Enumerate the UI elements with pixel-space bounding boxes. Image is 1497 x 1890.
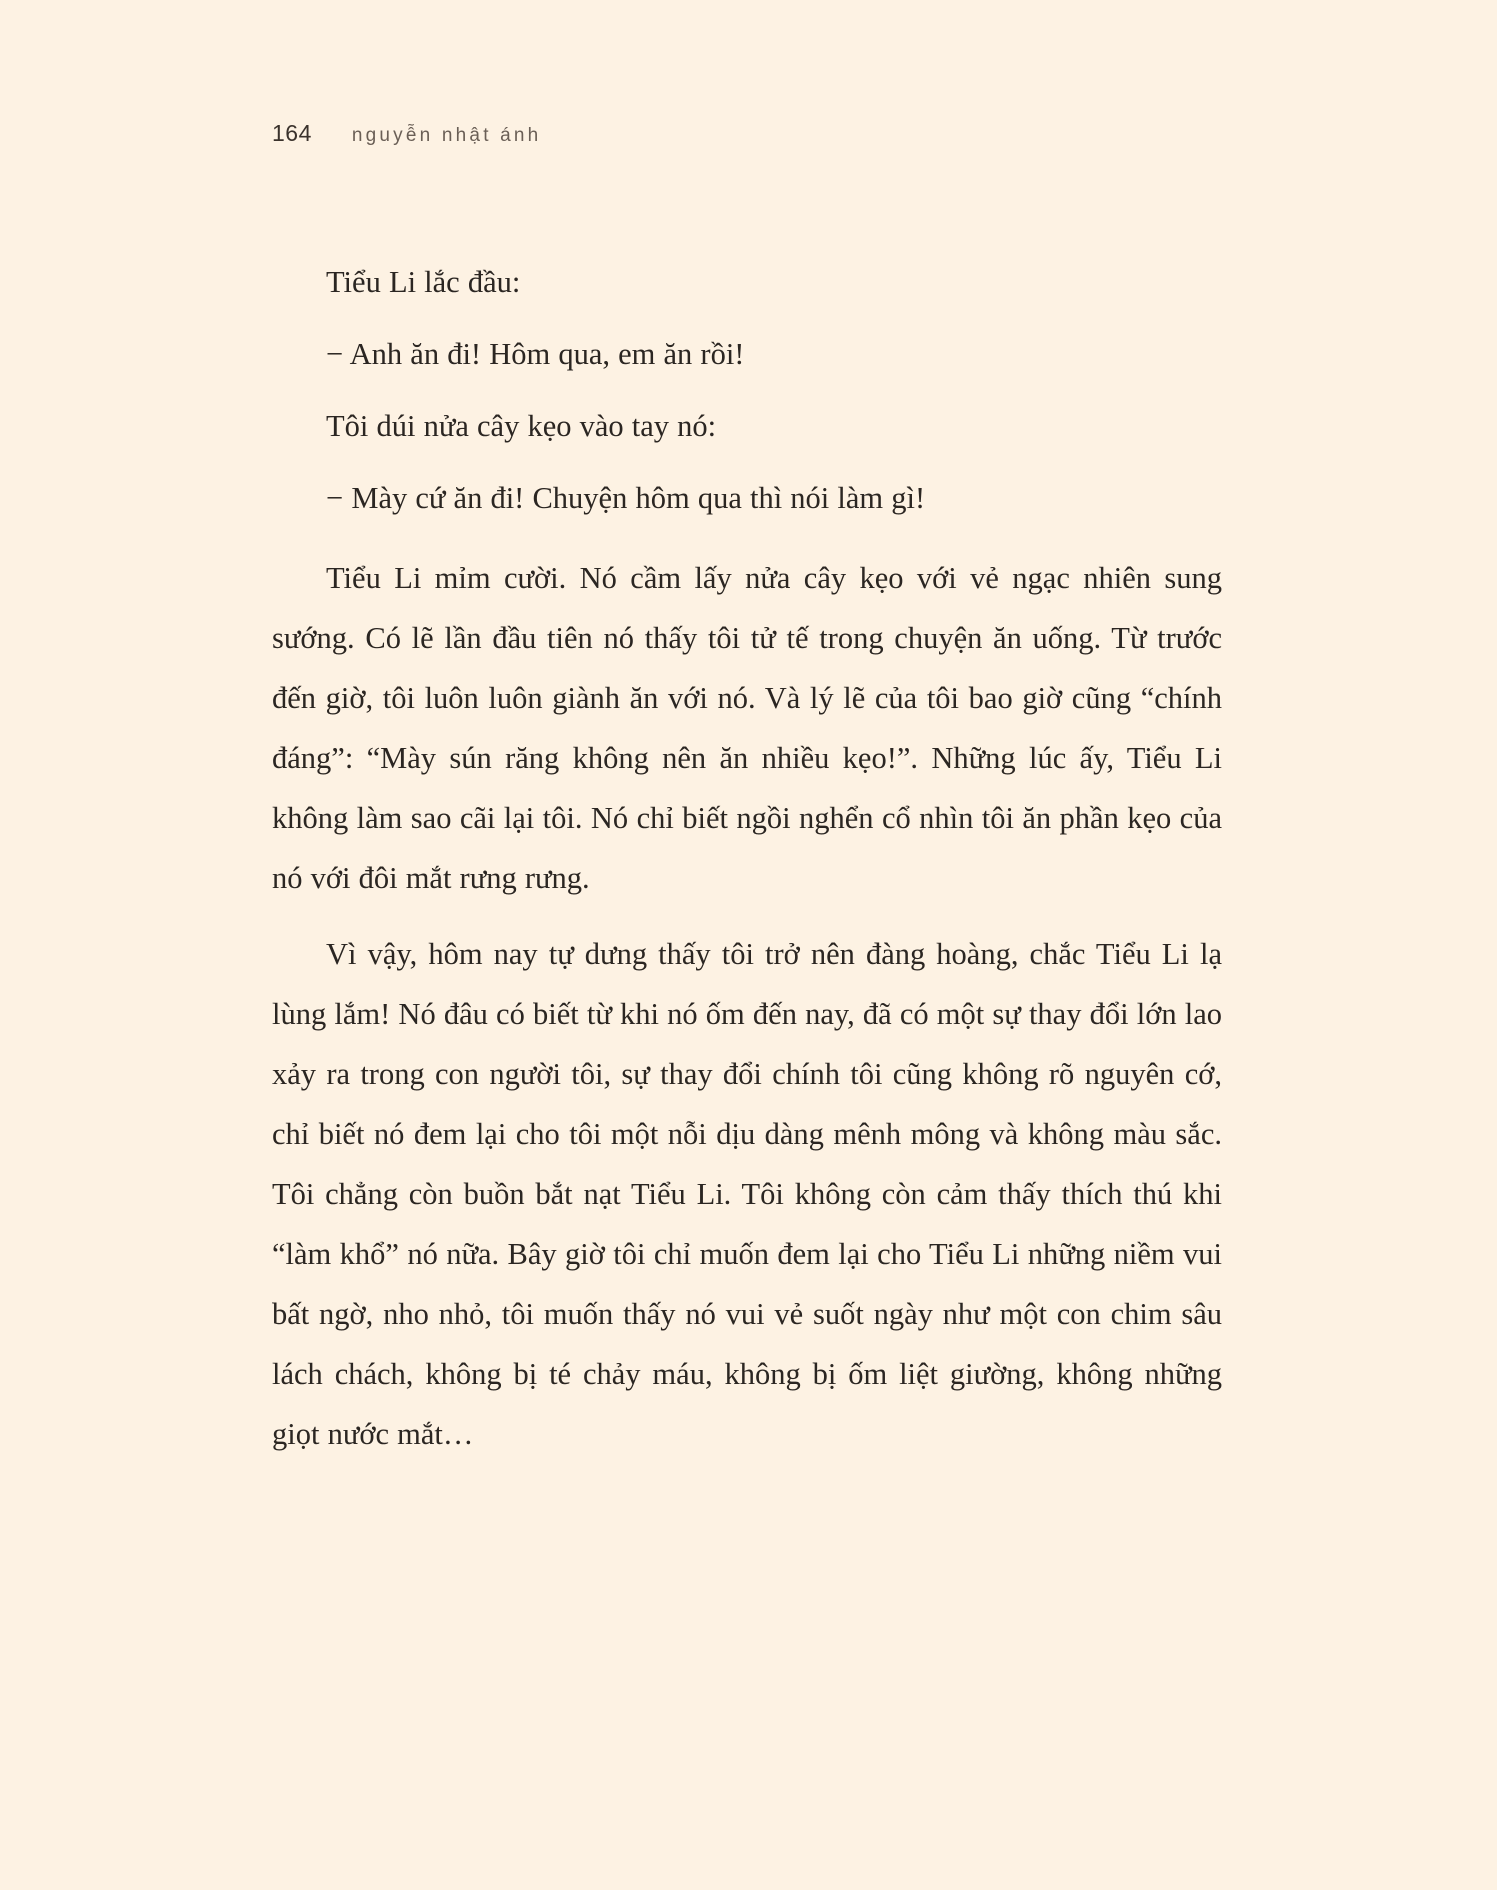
text-block [272,252,1222,1466]
paragraph: Tôi dúi nửa cây kẹo vào tay nó: [326,409,717,443]
running-head [272,120,541,147]
author-name: nguyễn nhật ánh [351,125,542,146]
paragraph: Vì vậy, hôm nay tự dưng thấy tôi trở nên đàng hoàng, chắc Tiểu Li lạ lùng lắm! Nó đâu có biết từ khi nó ốm đến nay, đã có một sự thay đổi lớn lao xảy ra trong con người tôi, sự thay đổi chính tôi cũng không rõ nguyên cớ, chỉ biết nó đem lại cho tôi một nỗi dịu dàng mênh mông và không màu sắc. Tôi chẳng còn buồn bắt nạt Tiểu Li. Tôi không còn cảm thấy thích thú khi “làm khổ” nó nữa. Bây giờ tôi chỉ muốn đem lại cho Tiểu Li những niềm vui bất ngờ, nho nhỏ, tôi muốn thấy nó vui vẻ suốt ngày như một con chim sâu lách chách, không bị té chảy máu, không bị ốm liệt giường, không những giọt nước mắt… [272,937,1222,1451]
paragraph-dialogue: − Mày cứ ăn đi! Chuyện hôm qua thì nói làm gì! [326,481,926,515]
paragraph-dialogue: − Anh ăn đi! Hôm qua, em ăn rồi! [326,337,745,371]
page-number: 164 [272,120,312,146]
paragraph: Tiểu Li lắc đầu: [326,265,521,299]
paragraph: Tiểu Li mỉm cười. Nó cầm lấy nửa cây kẹo với vẻ ngạc nhiên sung sướng. Có lẽ lần đầu tiên nó thấy tôi tử tế trong chuyện ăn uống. Từ trước đến giờ, tôi luôn luôn giành ăn với nó. Và lý lẽ của tôi bao giờ cũng “chính đáng”: “Mày sún răng không nên ăn nhiều kẹo!”. Những lúc ấy, Tiểu Li không làm sao cãi lại tôi. Nó chỉ biết ngồi nghển cổ nhìn tôi ăn phần kẹo của nó với đôi mắt rưng rưng. [272,561,1222,895]
